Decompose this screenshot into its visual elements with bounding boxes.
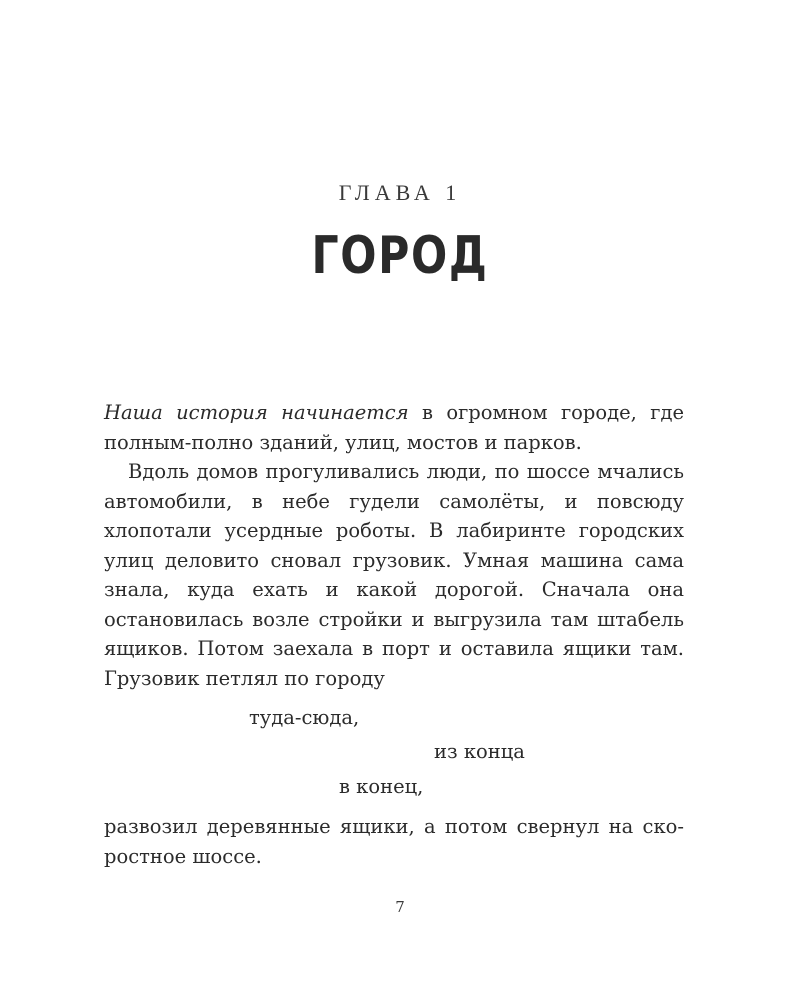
body-text [104, 398, 684, 693]
stair-line-3: в конец, [339, 775, 424, 798]
stair-line-1: туда-сюда, [249, 706, 360, 729]
paragraph-1 [104, 398, 684, 457]
page-number: 7 [395, 898, 405, 916]
chapter-title: ГОРОД [311, 226, 489, 286]
chapter-label: ГЛАВА 1 [338, 180, 462, 205]
paragraph-1-lead: Наша история начинается [104, 401, 409, 424]
paragraph-1-rest: в огромном городе, где полным-полно зданий, улиц, мостов и парков. [104, 401, 684, 454]
paragraph-2: Вдоль домов прогуливались люди, по шоссе мчались автомобили, в небе гудели самолёты, и повсюду хлопотали усердные роботы. В лабиринте городских улиц деловито сновал грузовик. Умная машина сама знала, куда ехать и какой дорогой. Сначала она остановилась возле стройки и выгрузила там штабель ящиков. Потом заехала в порт и оставила ящики там. Грузовик петлял по городу [104, 460, 684, 690]
closing-paragraph: развозил деревянные ящики, а потом свернул на скоростное шоссе. [104, 815, 684, 868]
stair-line-2: из конца [434, 740, 525, 763]
